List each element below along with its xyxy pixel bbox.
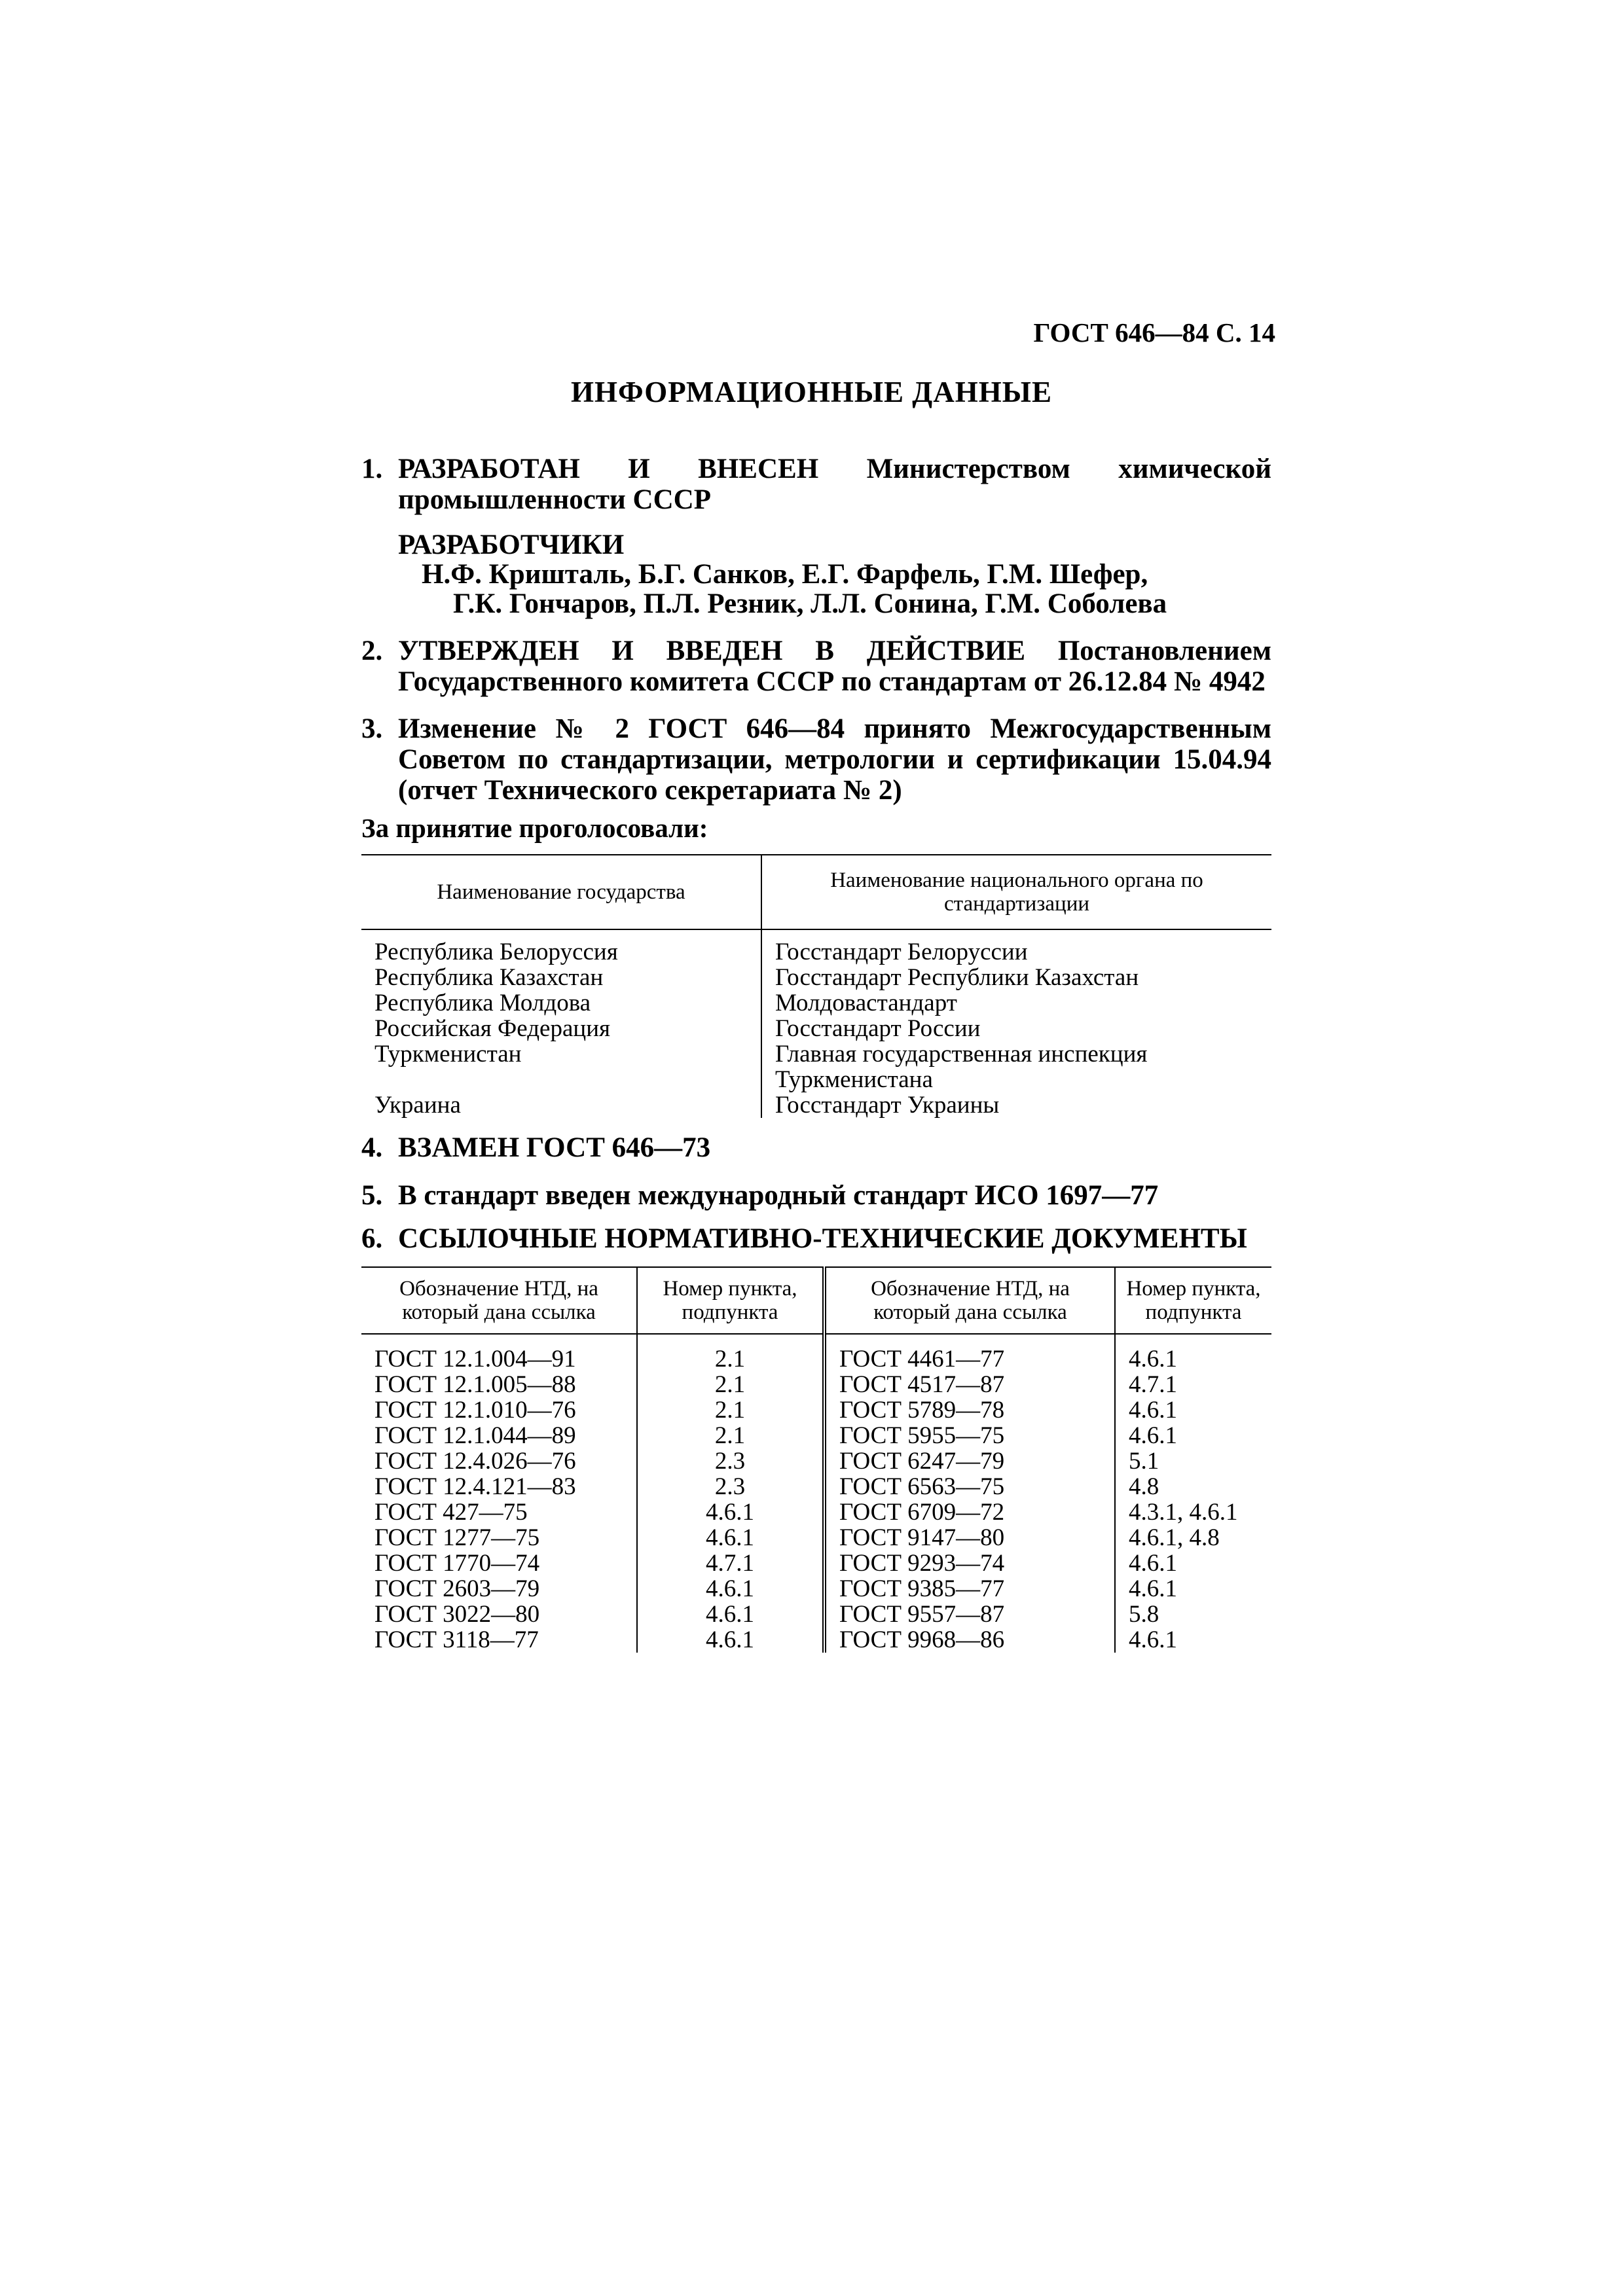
item-number: 2. bbox=[361, 636, 383, 666]
state-name: Туркменистан bbox=[374, 1041, 522, 1067]
developers-label: РАЗРАБОТЧИКИ bbox=[398, 529, 625, 560]
clause-number: 2.1 bbox=[714, 1346, 746, 1372]
table-row bbox=[361, 1334, 1271, 1653]
ntd-ref: ГОСТ 12.4.121—83 bbox=[374, 1473, 576, 1500]
ntd-ref: ГОСТ 5955—75 bbox=[839, 1422, 1005, 1449]
clause-number: 5.8 bbox=[1129, 1601, 1159, 1628]
ntd-ref: ГОСТ 9147—80 bbox=[839, 1524, 1005, 1551]
ntd-ref: ГОСТ 3118—77 bbox=[374, 1626, 539, 1653]
ntd-ref: ГОСТ 5789—78 bbox=[839, 1397, 1005, 1424]
item-text: ВЗАМЕН ГОСТ 646—73 bbox=[398, 1132, 711, 1163]
page-header: ГОСТ 646—84 С. 14 bbox=[1033, 317, 1275, 348]
column-header: Наименование государства bbox=[361, 855, 761, 929]
clause-number: 4.7.1 bbox=[1129, 1371, 1177, 1398]
vote-caption: За принятие проголосовали: bbox=[361, 813, 708, 843]
column-header: Наименование национального органа по стандартизации bbox=[761, 855, 1271, 929]
ntd-ref: ГОСТ 12.1.010—76 bbox=[374, 1397, 576, 1424]
item-5 bbox=[361, 1180, 1271, 1211]
state-name: Республика Казахстан bbox=[374, 964, 604, 991]
ntd-ref: ГОСТ 12.1.004—91 bbox=[374, 1346, 576, 1372]
clause-number: 5.1 bbox=[1129, 1448, 1159, 1475]
item-text: В стандарт введен международный стандарт ИСО 1697—77 bbox=[398, 1180, 1159, 1211]
ntd-ref: ГОСТ 12.1.044—89 bbox=[374, 1422, 576, 1449]
item-3 bbox=[361, 713, 1271, 806]
body-name: Госстандарт Белоруссии bbox=[775, 939, 1028, 965]
item-2 bbox=[361, 636, 1271, 697]
item-text: УТВЕРЖДЕН И ВВЕДЕН В ДЕЙСТВИЕ Постановлением Государственного комитета СССР по стандартам от 26.12.84 № 4942 bbox=[398, 636, 1271, 697]
clause-number: 4.6.1 bbox=[1129, 1346, 1177, 1372]
column-header: Обозначение НТД, на который дана ссылка bbox=[361, 1267, 637, 1334]
clause-number: 2.3 bbox=[714, 1448, 746, 1475]
body-name: Туркменистана bbox=[775, 1066, 933, 1093]
clause-number: 4.6.1 bbox=[706, 1499, 754, 1526]
clause-number: 4.7.1 bbox=[706, 1550, 754, 1577]
ntd-ref: ГОСТ 12.1.005—88 bbox=[374, 1371, 576, 1398]
item-number: 4. bbox=[361, 1132, 383, 1163]
state-name: Российская Федерация bbox=[374, 1015, 611, 1042]
clause-number: 4.6.1 bbox=[706, 1524, 754, 1551]
clause-number: 4.6.1 bbox=[1129, 1550, 1177, 1577]
clause-number: 4.6.1 bbox=[1129, 1626, 1177, 1653]
body-name: Молдовастандарт bbox=[775, 990, 957, 1016]
clause-number: 4.6.1 bbox=[706, 1575, 754, 1602]
state-name: Украина bbox=[374, 1092, 461, 1119]
state-name: Республика Молдова bbox=[374, 990, 591, 1016]
clause-number: 2.1 bbox=[714, 1397, 746, 1424]
column-header: Обозначение НТД, на который дана ссылка bbox=[824, 1267, 1115, 1334]
column-header: Номер пункта, подпункта bbox=[1115, 1267, 1271, 1334]
clause-column-left bbox=[637, 1334, 824, 1653]
body-name: Госстандарт Республики Казахстан bbox=[775, 964, 1139, 991]
clause-number: 2.3 bbox=[714, 1473, 746, 1500]
item-number: 1. bbox=[361, 454, 383, 484]
references-table-header bbox=[361, 1267, 1271, 1334]
ntd-ref: ГОСТ 6709—72 bbox=[839, 1499, 1005, 1526]
state-name bbox=[374, 1067, 761, 1092]
ntd-ref: ГОСТ 6563—75 bbox=[839, 1473, 1005, 1500]
vote-table bbox=[361, 854, 1271, 1118]
table-row bbox=[361, 929, 1271, 1118]
item-1 bbox=[361, 454, 1271, 515]
ntd-column-left bbox=[361, 1334, 637, 1653]
ntd-ref: ГОСТ 1770—74 bbox=[374, 1550, 540, 1577]
ntd-ref: ГОСТ 4517—87 bbox=[839, 1371, 1005, 1398]
clause-number: 4.6.1 bbox=[706, 1601, 754, 1628]
references-table bbox=[361, 1266, 1271, 1653]
item-4 bbox=[361, 1132, 1271, 1163]
item-number: 6. bbox=[361, 1223, 383, 1254]
page-title: ИНФОРМАЦИОННЫЕ ДАННЫЕ bbox=[571, 376, 1052, 408]
body-name: Госстандарт Украины bbox=[775, 1092, 1000, 1119]
ntd-column-right bbox=[824, 1334, 1115, 1653]
ntd-ref: ГОСТ 9968—86 bbox=[839, 1626, 1005, 1653]
developers-line-2: Г.К. Гончаров, П.Л. Резник, Л.Л. Сонина, Г.М. Соболева bbox=[453, 588, 1167, 619]
body-name: Главная государственная инспекция bbox=[775, 1041, 1148, 1067]
item-6 bbox=[361, 1223, 1291, 1254]
ntd-ref: ГОСТ 4461—77 bbox=[839, 1346, 1005, 1372]
bodies-column bbox=[761, 929, 1271, 1118]
vote-table-header bbox=[361, 855, 1271, 929]
clause-number: 4.6.1 bbox=[1129, 1422, 1177, 1449]
clause-number: 4.6.1 bbox=[1129, 1575, 1177, 1602]
item-text: ССЫЛОЧНЫЕ НОРМАТИВНО-ТЕХНИЧЕСКИЕ ДОКУМЕНТЫ bbox=[398, 1223, 1247, 1254]
states-column bbox=[361, 929, 761, 1118]
ntd-ref: ГОСТ 9385—77 bbox=[839, 1575, 1005, 1602]
ntd-ref: ГОСТ 6247—79 bbox=[839, 1448, 1005, 1475]
developers-line-1: Н.Ф. Кришталь, Б.Г. Санков, Е.Г. Фарфель, Г.М. Шефер, bbox=[422, 559, 1148, 590]
clause-column-right bbox=[1115, 1334, 1271, 1653]
item-number: 5. bbox=[361, 1180, 383, 1211]
clause-number: 4.8 bbox=[1129, 1473, 1159, 1500]
ntd-ref: ГОСТ 9293—74 bbox=[839, 1550, 1005, 1577]
body-name: Госстандарт России bbox=[775, 1015, 981, 1042]
clause-number: 4.6.1, 4.8 bbox=[1129, 1524, 1220, 1551]
ntd-ref: ГОСТ 427—75 bbox=[374, 1499, 528, 1526]
state-name: Республика Белоруссия bbox=[374, 939, 618, 965]
clause-number: 4.3.1, 4.6.1 bbox=[1129, 1499, 1238, 1526]
ntd-ref: ГОСТ 12.4.026—76 bbox=[374, 1448, 576, 1475]
clause-number: 2.1 bbox=[714, 1422, 746, 1449]
ntd-ref: ГОСТ 3022—80 bbox=[374, 1601, 540, 1628]
clause-number: 2.1 bbox=[714, 1371, 746, 1398]
ntd-ref: ГОСТ 1277—75 bbox=[374, 1524, 540, 1551]
ntd-ref: ГОСТ 9557—87 bbox=[839, 1601, 1005, 1628]
clause-number: 4.6.1 bbox=[1129, 1397, 1177, 1424]
ntd-ref: ГОСТ 2603—79 bbox=[374, 1575, 540, 1602]
column-header: Номер пункта, подпункта bbox=[637, 1267, 824, 1334]
item-text: РАЗРАБОТАН И ВНЕСЕН Министерством химической промышленности СССР bbox=[398, 454, 1271, 515]
item-text: Изменение № 2 ГОСТ 646—84 принято Межгосударственным Советом по стандартизации, метрологии и сертификации 15.04.94 (отчет Технического секретариата № 2) bbox=[398, 713, 1271, 806]
clause-number: 4.6.1 bbox=[706, 1626, 754, 1653]
item-number: 3. bbox=[361, 713, 383, 744]
